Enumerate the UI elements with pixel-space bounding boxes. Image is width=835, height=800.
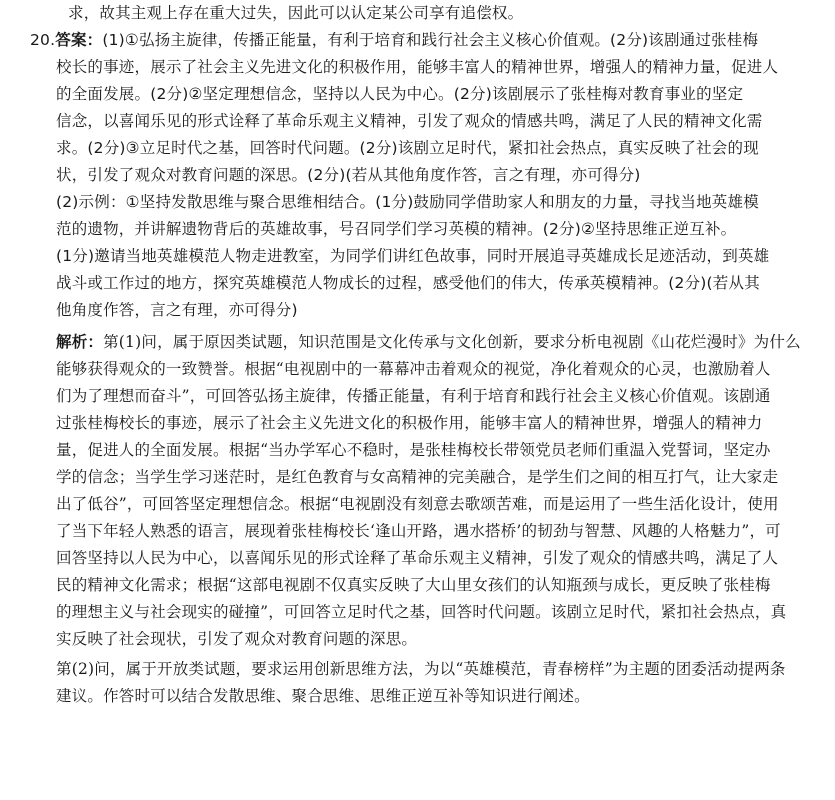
analysis-line: 民的精神文化需求；根据“这部电视剧不仅真实反映了大山里女孩们的认知瓶颈与成长，更反映了张桂梅 — [56, 576, 771, 594]
analysis-part2-line: 建议。作答时可以结合发散思维、聚合思维、思维正逆互补等知识进行阐述。 — [56, 687, 590, 705]
analysis-line: 量，促进人的全面发展。根据“当办学军心不稳时，是张桂梅校长带领党员老师们重温入党誓词，坚定办 — [56, 441, 771, 459]
analysis-text: 第(1)问，属于原因类试题，知识范围是文化传承与文化创新，要求分析电视剧《山花烂漫时》为什么 — [103, 333, 801, 351]
answer-line: 范的遗物，并讲解遗物背后的英雄故事，号召同学们学习英模的精神。(2分)②坚持思维正逆互补。 — [56, 220, 737, 238]
analysis-line: 的理想主义与社会现实的碰撞”，可回答立足时代之基，回答时代问题。该剧立足时代，紧扣社会热点，真 — [56, 603, 787, 621]
answer-line: 求。(2分)③立足时代之基，回答时代问题。(2分)该剧立足时代，紧扣社会热点，真实反映了社会的现 — [56, 139, 759, 157]
answer-line-1 — [30, 29, 758, 51]
answer-line: 战斗或工作过的地方，探究英雄模范人物成长的过程，感受他们的伟大，传承英模精神。(2分)(若从其 — [56, 274, 760, 292]
analysis-line: 实反映了社会现状，引发了观众对教育问题的深思。 — [56, 630, 418, 648]
answer-line: 校长的事迹，展示了社会主义先进文化的积极作用，能够丰富人的精神世界，增强人的精神力量，促进人 — [56, 58, 779, 76]
answer-line: 他角度作答，言之有理，亦可得分) — [56, 301, 298, 319]
analysis-line: 学的信念；当学生学习迷茫时，是红色教育与女高精神的完美融合，是学生们之间的相互打气，让大家走 — [56, 468, 779, 486]
answer-line: (1分)邀请当地英雄模范人物走进教室，为同学们讲红色故事，同时开展追寻英雄成长足迹活动，到英雄 — [56, 247, 770, 265]
answer-line: (2)示例：①坚持发散思维与聚合思维相结合。(1分)鼓励同学借助家人和朋友的力量，寻找当地英雄模 — [56, 193, 759, 211]
answer-line: 信念，以喜闻乐见的形式诠释了革命乐观主义精神，引发了观众的情感共鸣，满足了人民的精神文化需 — [56, 112, 763, 130]
answer-line: 状，引发了观众对教育问题的深思。(2分)(若从其他角度作答，言之有理，亦可得分) — [56, 166, 641, 184]
question-number: 20. — [30, 31, 56, 49]
answer-text: (1)①弘扬主旋律，传播正能量，有利于培育和践行社会主义核心价值观。(2分)该剧通过张桂梅 — [102, 31, 759, 49]
prev-answer-tail: 求，故其主观上存在重大过失，因此可以认定某公司享有追偿权。 — [68, 4, 524, 22]
analysis-part2-line: 第(2)问，属于开放类试题，要求运用创新思维方法，为以“英雄模范，青春榜样”为主题的团委活动提两条 — [56, 660, 786, 678]
analysis-line: 们为了理想而奋斗”，可回答弘扬主旋律，传播正能量，有利于培育和践行社会主义核心价值观。该剧通 — [56, 387, 771, 405]
analysis-line: 能够获得观众的一致赞誉。根据“电视剧中的一幕幕冲击着观众的视觉，净化着观众的心灵，也激励着人 — [56, 360, 771, 378]
analysis-label: 解析： — [56, 333, 104, 351]
answer-label: 答案： — [55, 31, 103, 49]
analysis-line: 回答坚持以人民为中心，以喜闻乐见的形式诠释了革命乐观主义精神，引发了观众的情感共鸣，满足了人 — [56, 549, 779, 567]
answer-line: 的全面发展。(2分)②坚定理想信念，坚持以人民为中心。(2分)该剧展示了张桂梅对教育事业的坚定 — [56, 85, 744, 103]
analysis-line: 了当下年轻人熟悉的语言，展现着张桂梅校长‘逢山开路，遇水搭桥’的韧劲与智慧、风趣的人格魅力”，可 — [56, 522, 781, 540]
analysis-line: 过张桂梅校长的事迹，展示了社会主义先进文化的积极作用，能够丰富人的精神世界，增强人的精神力 — [56, 414, 763, 432]
analysis-line-1 — [56, 331, 801, 353]
analysis-line: 出了低谷”，可回答坚定理想信念。根据“电视剧没有刻意去歌颂苦难，而是运用了一些生活化设计，使用 — [56, 495, 779, 513]
